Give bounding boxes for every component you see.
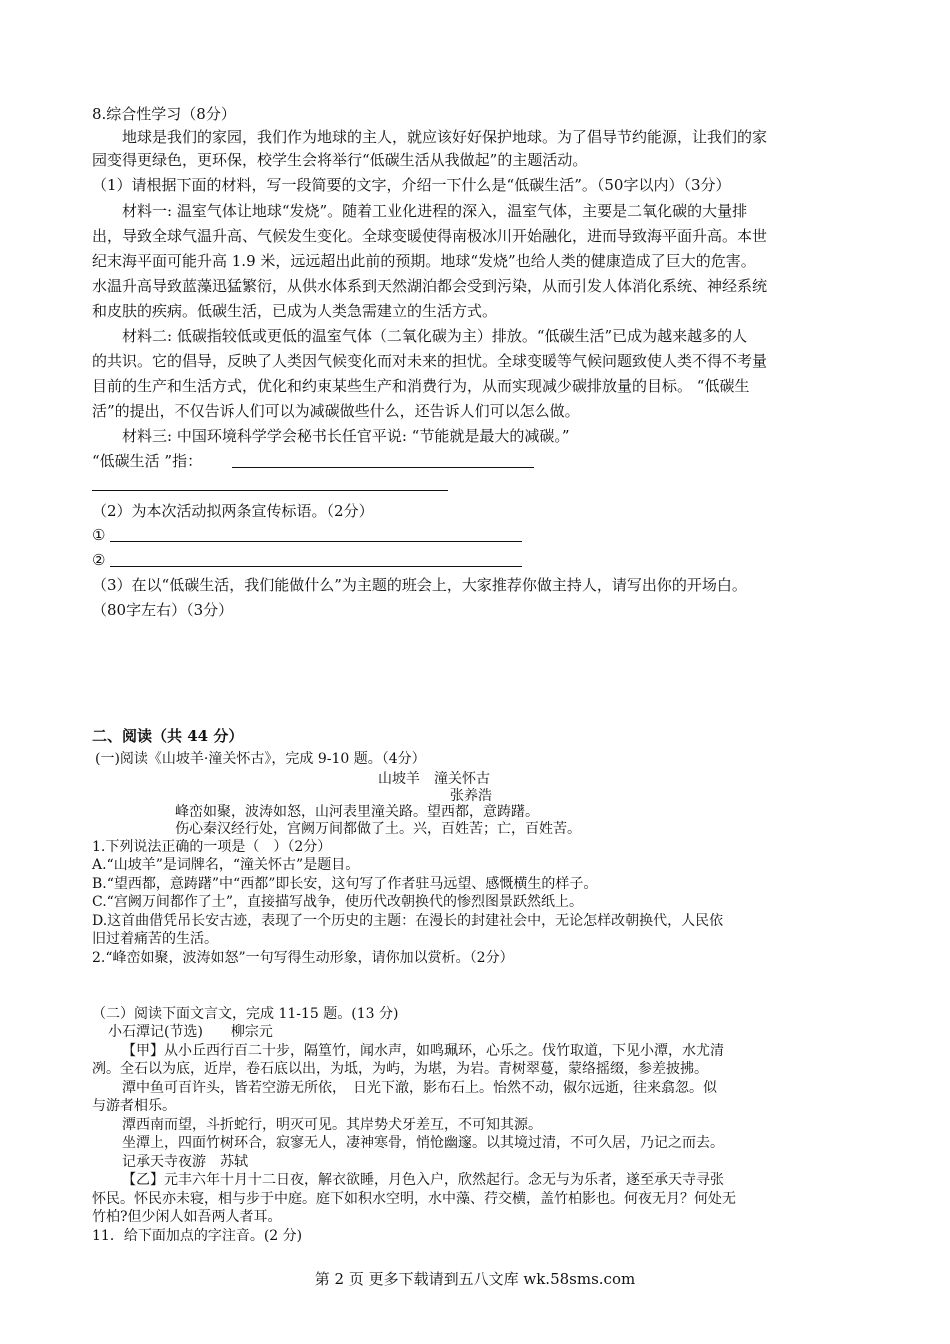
intro-line-1: 地球是我们的家园，我们作为地球的主人，就应该好好保护地球。为了倡导节约能源，让我们的家 <box>122 128 768 146</box>
answer-line-2[interactable] <box>92 490 448 491</box>
option-d: D.这首曲借凭吊长安古迹，表现了一个历史的主题：在漫长的封建社会中，无论怎样改朝换代，人民依 <box>92 913 724 929</box>
text-1-line: 【甲】从小丘西行百二十步，隔篁竹，闻水声，如鸣珮环，心乐之。伐竹取道，下见小潭，水尤清 <box>122 1043 724 1059</box>
option-b: B.“望西都，意踌躇”中“西都”即长安，这句写了作者驻马远望、感慨横生的样子。 <box>92 876 598 892</box>
material-2-line: 活”的提出，不仅告诉人们可以为减碳做些什么，还告诉人们可以怎么做。 <box>92 402 580 420</box>
text-1-title: 小石潭记(节选) 柳宗元 <box>108 1024 273 1040</box>
option-a: A.“山坡羊”是词牌名，“潼关怀古”是题目。 <box>92 857 360 873</box>
text-2-line: 竹柏?但少闲人如吾两人者耳。 <box>92 1209 282 1225</box>
page-footer: 第 2 页 更多下载请到五八文库 wk.58sms.com <box>314 1270 636 1288</box>
question-1: （1）请根据下面的材料，写一段简要的文字，介绍一下什么是“低碳生活”。（50字以内）（3分） <box>92 176 731 194</box>
material-3-line: 材料三: 中国环境科学学会秘书长任官平说: “节能就是最大的减碳。” <box>122 427 570 445</box>
option-c: C.“宫阙万间都作了土”，直接描写战争，使历代改朝换代的惨烈图景跃然纸上。 <box>92 894 583 910</box>
text-1-line: 潭中鱼可百许头，皆若空游无所依， 日光下澈，影布石上。怡然不动，俶尔远逝，往来翕忽。似 <box>122 1080 717 1096</box>
material-2-line: 的共识。它的倡导，反映了人类因气候变化而对未来的担忧。全球变暖等气候问题致使人类不得不考量 <box>92 352 768 370</box>
text-1-line: 冽。全石以为底，近岸，卷石底以出，为坻，为屿，为堪，为岩。青树翠蔓，蒙络摇缀，参差披拂。 <box>92 1061 708 1077</box>
text-1-line: 坐潭上，四面竹树环合，寂寥无人，凄神寒骨，悄怆幽邃。以其境过清，不可久居，乃记之而去。 <box>122 1135 724 1151</box>
slogan-1-marker: ① <box>92 526 106 544</box>
material-1-line: 纪末海平面可能升高 1.9 米，远远超出此前的预期。地球“发烧”也给人类的健康造成了巨大的危害。 <box>92 252 756 270</box>
section-8-heading: 8.综合性学习（8分） <box>92 105 236 123</box>
text-2-title: 记承天寺夜游 苏轼 <box>122 1154 248 1170</box>
material-1-line: 材料一: 温室气体让地球“发烧”。随着工业化进程的深入，温室气体，主要是二氧化碳的大量排 <box>122 202 748 220</box>
part-2-intro: （二）阅读下面文言文，完成 11-15 题。(13 分) <box>92 1006 399 1022</box>
intro-line-2: 园变得更绿色，更环保，校学生会将举行“低碳生活从我做起”的主题活动。 <box>92 151 588 169</box>
material-1-line: 和皮肤的疾病。低碳生活，已成为人类急需建立的生活方式。 <box>92 302 498 320</box>
slogan-2-marker: ② <box>92 551 106 569</box>
text-1-line: 潭西南而望，斗折蛇行，明灭可见。其岸势犬牙差互，不可知其源。 <box>122 1117 542 1133</box>
slogan-1-line[interactable] <box>110 541 522 542</box>
question-2: （2）为本次活动拟两条宣传标语。（2分） <box>92 502 374 520</box>
poem-line: 峰峦如聚，波涛如怒，山河表里潼关路。望西都，意踌躇。 <box>175 804 539 820</box>
question-2: 2.“峰峦如聚，波涛如怒”一句写得生动形象，请你加以赏析。（2分） <box>92 950 514 966</box>
part-1-intro: (一)阅读《山坡羊·潼关怀古》，完成 9-10 题。（4分） <box>95 751 426 767</box>
question-11: 11．给下面加点的字注音。(2 分) <box>92 1228 303 1244</box>
poem-author: 张养浩 <box>450 788 492 804</box>
answer-line[interactable] <box>232 467 534 468</box>
question-3-line: （80字左右）（3分） <box>92 601 234 619</box>
poem-title: 山坡羊 潼关怀古 <box>378 771 490 787</box>
question-3-line: （3）在以“低碳生活，我们能做什么”为主题的班会上，大家推荐你做主持人，请写出你的开场白。 <box>92 576 747 594</box>
material-2-line: 目前的生产和生活方式，优化和约束某些生产和消费行为，从而实现减少碳排放量的目标。 “低碳生 <box>92 377 750 395</box>
answer-label: “低碳生活 ”指： <box>92 452 203 470</box>
text-1-line: 与游者相乐。 <box>92 1098 176 1114</box>
material-2-line: 材料二: 低碳指较低或更低的温室气体（二氧化碳为主）排放。“低碳生活”已成为越来越多的人 <box>122 327 748 345</box>
material-1-line: 水温升高导致蓝藻迅猛繁衍，从供水体系到天然湖泊都会受到污染，从而引发人体消化系统、神经系统 <box>92 277 768 295</box>
text-2-line: 【乙】元丰六年十月十二日夜，解衣欲睡，月色入户，欣然起行。念无与为乐者，遂至承天寺寻张 <box>122 1172 724 1188</box>
option-d-continued: 旧过着痛苦的生活。 <box>92 931 218 947</box>
text-2-line: 怀民。怀民亦未寝，相与步于中庭。庭下如积水空明，水中藻、荇交横，盖竹柏影也。何夜无月？何处无 <box>92 1191 736 1207</box>
slogan-2-line[interactable] <box>110 566 522 567</box>
question-1: 1.下列说法正确的一项是（ ）（2分） <box>92 839 332 855</box>
reading-heading: 二、阅读（共 44 分） <box>92 727 244 745</box>
poem-line: 伤心秦汉经行处，宫阙万间都做了土。兴，百姓苦；亡，百姓苦。 <box>175 821 581 837</box>
material-1-line: 出，导致全球气温升高、气候发生变化。全球变暖使得南极冰川开始融化，进而导致海平面升高。本世 <box>92 227 768 245</box>
